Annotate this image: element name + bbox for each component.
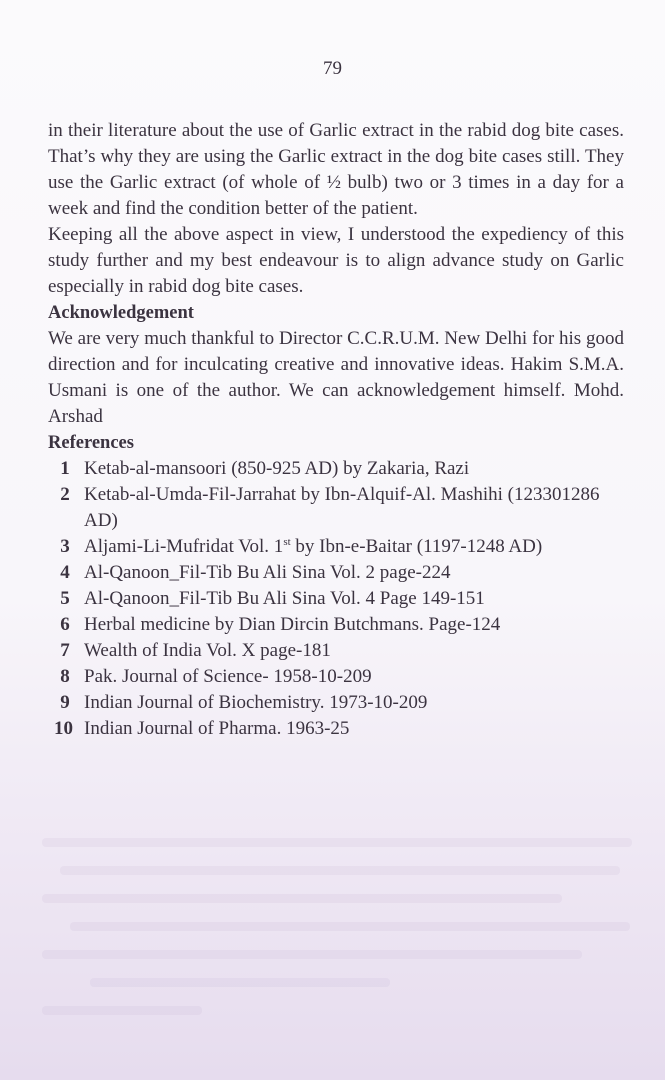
body-paragraph-2: Keeping all the above aspect in view, I understood the expediency of this study further and my best endeavour is to align advance study on Garlic especially in rabid dog bite cases. <box>48 224 624 297</box>
references-heading: References <box>48 433 134 453</box>
reference-text: Wealth of India Vol. X page-181 <box>84 640 331 661</box>
reference-text: Indian Journal of Pharma. 1963-25 <box>84 718 350 739</box>
reference-number: 4 <box>60 562 70 583</box>
reference-text: Al-Qanoon_Fil-Tib Bu Ali Sina Vol. 4 Page 149-151 <box>84 588 485 609</box>
reference-item <box>48 690 624 716</box>
reference-text: Pak. Journal of Science- 1958-10-209 <box>84 666 372 687</box>
references-list <box>48 456 624 742</box>
reference-number: 8 <box>60 666 70 687</box>
body-paragraph-1: in their literature about the use of Garlic extract in the rabid dog bite cases. That’s why they are using the Garlic extract in the dog bite cases still. They use the Garlic extract (of whole of ½ bulb) two or 3 times in a day for a week and find the condition better of the patient. <box>48 120 624 219</box>
reference-item <box>48 586 624 612</box>
reference-item <box>48 638 624 664</box>
reference-item <box>48 664 624 690</box>
reference-text: Ketab-al-Umda-Fil-Jarrahat by Ibn-Alquif-Al. Mashihi (123301286 AD) <box>84 484 600 531</box>
reference-item <box>48 716 624 742</box>
reference-item <box>48 534 624 560</box>
reference-superscript: st <box>283 536 291 548</box>
reference-number: 6 <box>60 614 70 635</box>
reference-number: 9 <box>60 692 70 713</box>
acknowledgement-heading: Acknowledgement <box>48 303 194 323</box>
reference-text: Herbal medicine by Dian Dircin Butchmans. Page-124 <box>84 614 501 635</box>
reference-text: Indian Journal of Biochemistry. 1973-10-209 <box>84 692 428 713</box>
page-content <box>48 118 624 742</box>
reference-number: 7 <box>60 640 70 661</box>
reference-number: 1 <box>60 458 70 479</box>
reference-number: 10 <box>54 718 73 739</box>
reference-number: 5 <box>60 588 70 609</box>
reference-text: Ketab-al-mansoori (850-925 AD) by Zakaria, Razi <box>84 458 470 479</box>
reference-number: 2 <box>60 484 70 505</box>
reference-item <box>48 482 624 534</box>
reference-text: Al-Qanoon_Fil-Tib Bu Ali Sina Vol. 2 page-224 <box>84 562 451 583</box>
reference-item <box>48 612 624 638</box>
page-number: 79 <box>323 58 342 79</box>
reference-text-part: by Ibn-e-Baitar (1197-1248 AD) <box>290 536 543 557</box>
reference-number: 3 <box>60 536 70 557</box>
reference-text-part: Aljami-Li-Mufridat Vol. 1 <box>84 536 284 557</box>
reference-text <box>84 534 624 560</box>
reference-item <box>48 560 624 586</box>
acknowledgement-text: We are very much thankful to Director C.C.R.U.M. New Delhi for his good direction and for inculcating creative and innovative ideas. Hakim S.M.A. Usmani is one of the author. We can acknowledgement himself. Mohd. Arshad <box>48 328 624 427</box>
reference-item <box>48 456 624 482</box>
